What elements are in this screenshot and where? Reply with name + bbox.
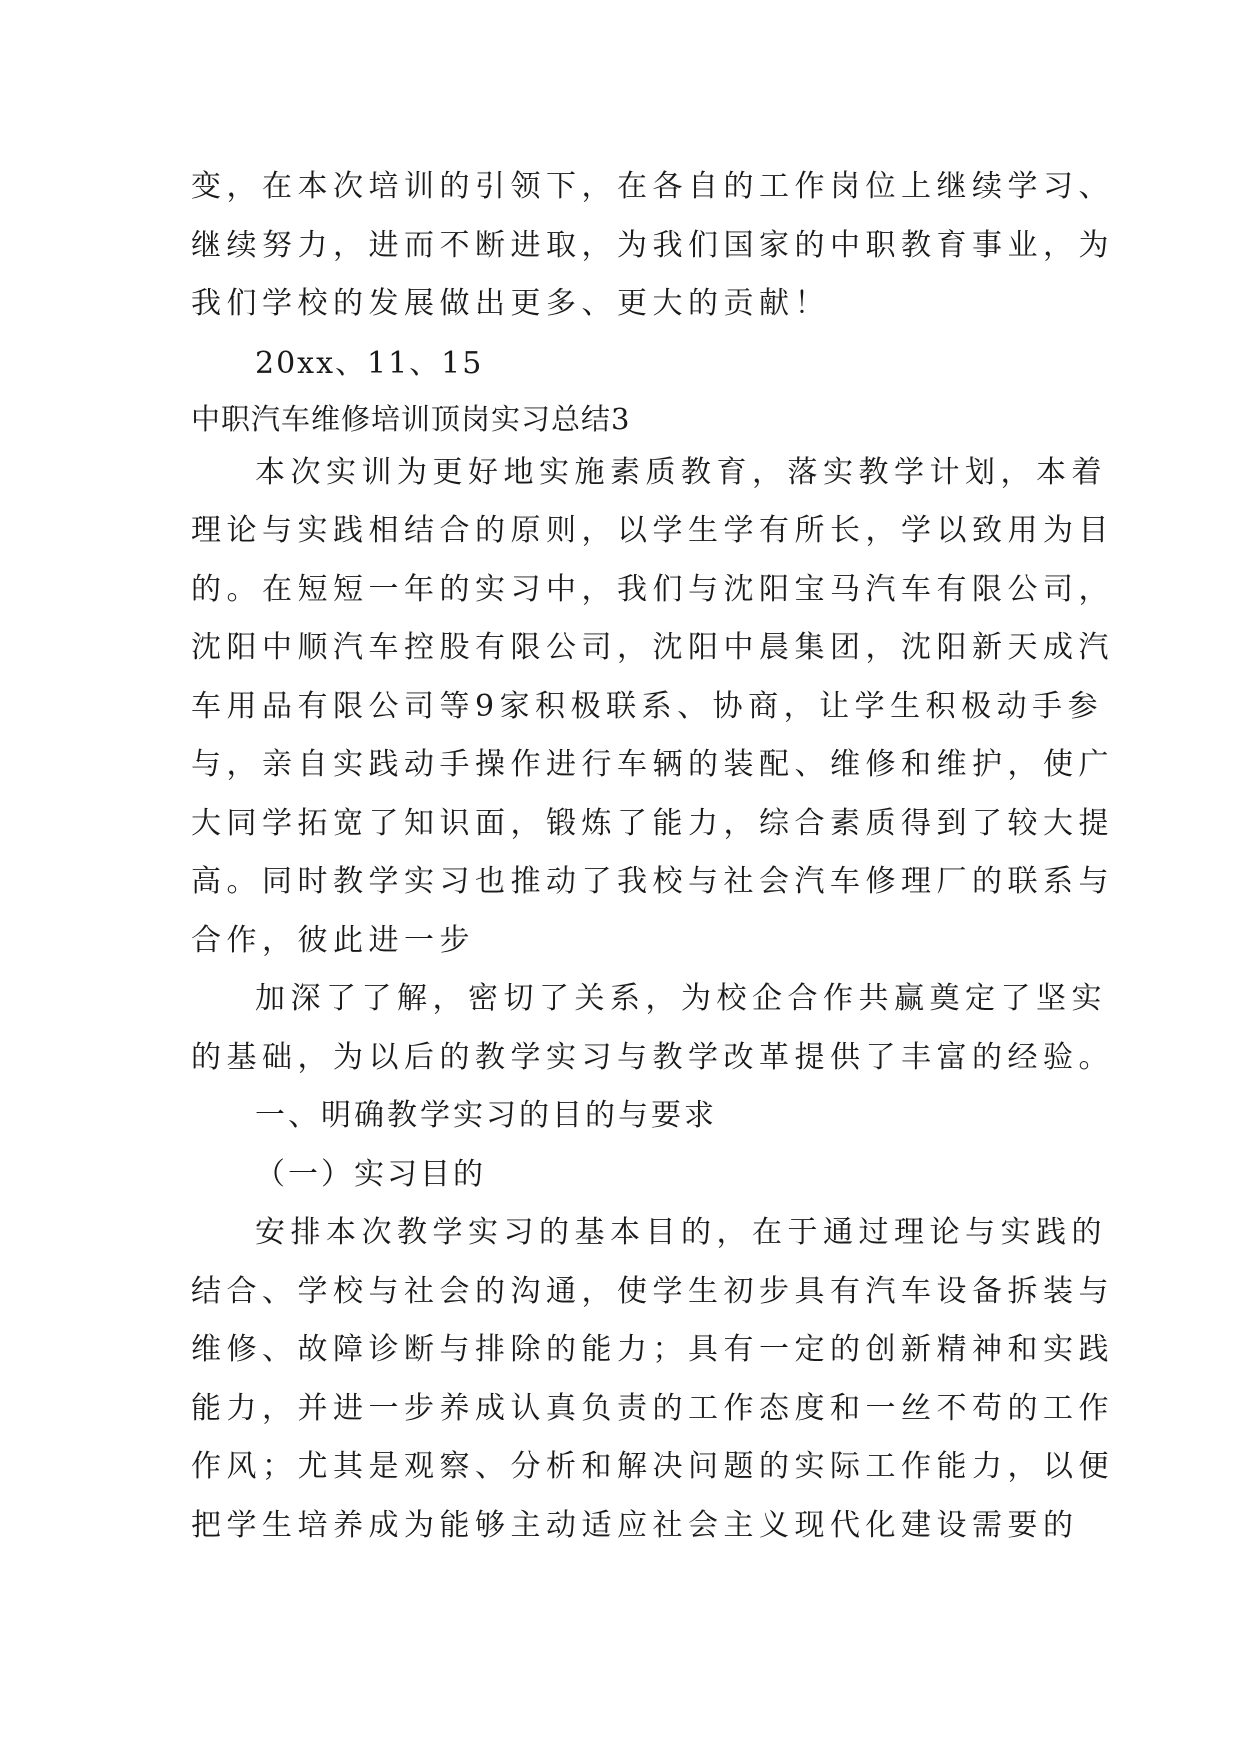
body-line: 我们学校的发展做出更多、更大的贡献！: [191, 286, 830, 321]
heading-level1: 一、明确教学实习的目的与要求: [255, 1098, 717, 1133]
paragraph-line: 作风；尤其是观察、分析和解决问题的实际工作能力，以便: [191, 1449, 1114, 1484]
date-line: 20xx、11、15: [255, 345, 484, 381]
paragraph-line: 的。在短短一年的实习中，我们与沈阳宝马汽车有限公司，: [191, 571, 1114, 607]
paragraph-line: 理论与实践相结合的原则，以学生学有所长，学以致用为目: [191, 513, 1114, 548]
paragraph-line: 车用品有限公司等9家积极联系、协商，让学生积极动手参: [191, 688, 1104, 724]
paragraph-line: 大同学拓宽了知识面，锻炼了能力，综合素质得到了较大提: [191, 805, 1114, 841]
paragraph-line: 本次实训为更好地实施素质教育，落实教学计划，本着: [255, 454, 1107, 490]
heading-level2: （一）实习目的: [255, 1156, 486, 1192]
paragraph-line: 维修、故障诊断与排除的能力；具有一定的创新精神和实践: [191, 1332, 1114, 1367]
body-line: 继续努力，进而不断进取，为我们国家的中职教育事业，为: [191, 227, 1114, 263]
paragraph-line: 结合、学校与社会的沟通，使学生初步具有汽车设备拆装与: [191, 1273, 1114, 1309]
document-body: [191, 158, 1114, 1555]
paragraph-line: 加深了了解，密切了关系，为校企合作共赢奠定了坚实: [255, 981, 1107, 1016]
paragraph-line: 把学生培养成为能够主动适应社会主义现代化建设需要的: [191, 1507, 1079, 1543]
paragraph-line: 能力，并进一步养成认真负责的工作态度和一丝不苟的工作: [191, 1390, 1114, 1426]
paragraph-line: 与，亲自实践动手操作进行车辆的装配、维修和维护，使广: [191, 747, 1114, 782]
paragraph-line: 安排本次教学实习的基本目的，在于通过理论与实践的: [255, 1215, 1107, 1250]
section-title: 中职汽车维修培训顶岗实习总结3: [191, 401, 631, 436]
paragraph-line: 沈阳中顺汽车控股有限公司，沈阳中晨集团，沈阳新天成汽: [191, 630, 1114, 665]
body-line: 变，在本次培训的引领下，在各自的工作岗位上继续学习、: [191, 169, 1114, 204]
paragraph-line: 的基础，为以后的教学实习与教学改革提供了丰富的经验。: [191, 1039, 1114, 1075]
paragraph-line: 合作，彼此进一步: [191, 922, 475, 958]
paragraph-line: 高。同时教学实习也推动了我校与社会汽车修理厂的联系与: [191, 864, 1114, 899]
